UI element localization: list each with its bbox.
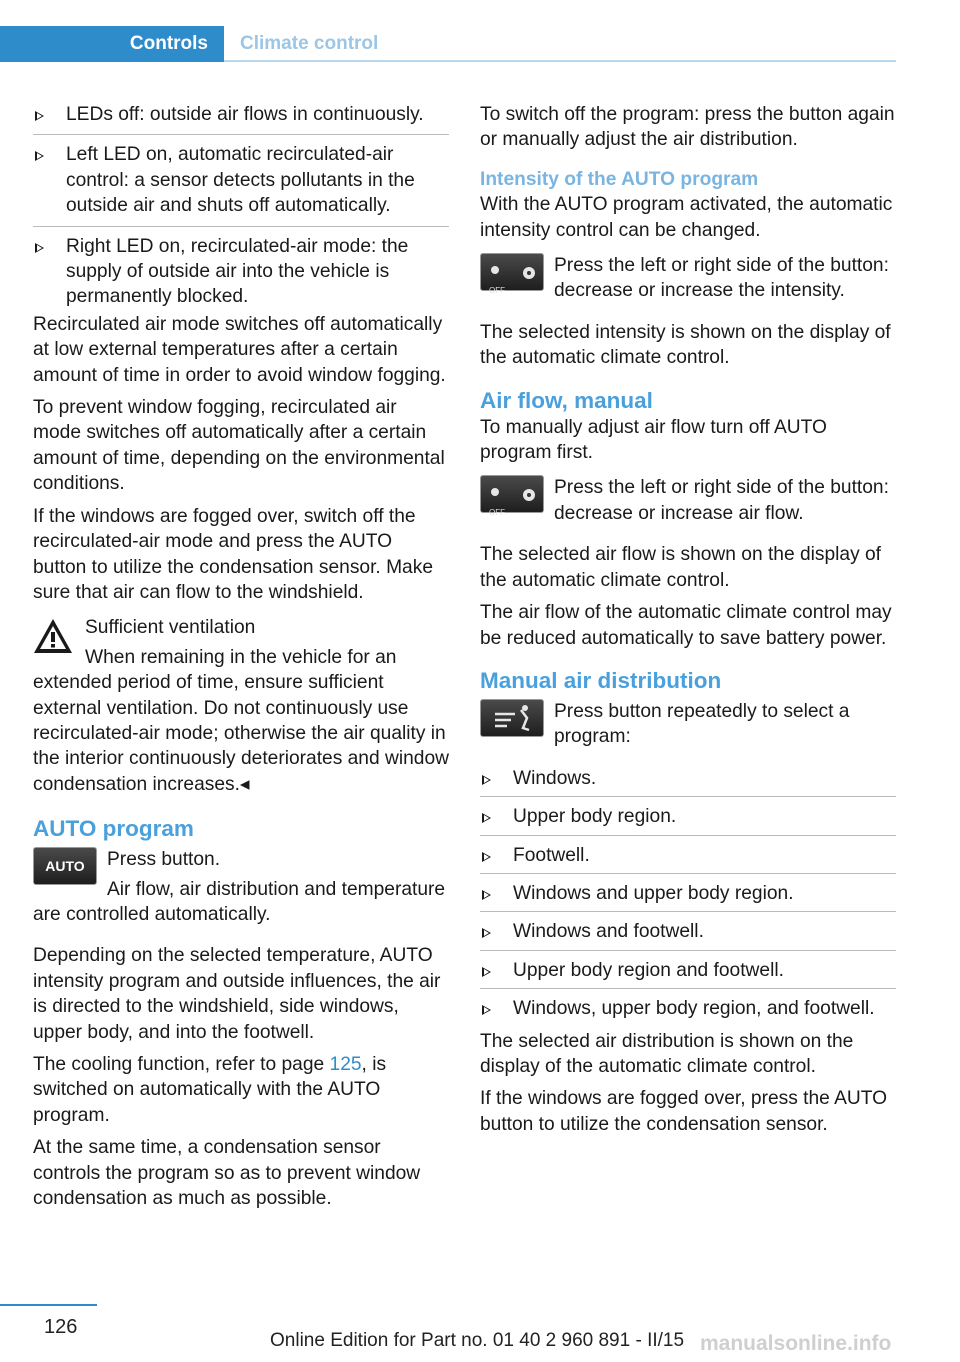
paragraph: To prevent window fogging, recirculated air mode switches off automatically after a certain amount of time, depending on the environmental conditions. <box>33 397 445 495</box>
distribution-block <box>480 699 896 750</box>
list-item: Windows, upper body region, and footwell. <box>480 996 896 1026</box>
warning-icon <box>33 617 73 655</box>
text-fragment: The cooling function, refer to page <box>33 1054 330 1075</box>
intensity-heading: Intensity of the AUTO program <box>480 168 759 190</box>
left-column <box>33 102 449 1218</box>
right-column <box>480 102 896 1144</box>
footer-rule <box>0 1304 97 1306</box>
page-number: 126 <box>44 1316 78 1338</box>
paragraph: The selected air distribution is shown on the display of the automatic climate control. <box>480 1030 854 1077</box>
paragraph: The air flow of the automatic climate control may be reduced automatically to save battery power. <box>480 602 892 649</box>
list-item: Right LED on, recirculated-air mode: the supply of outside air into the vehicle is permanently blocked. <box>33 234 449 310</box>
warning-block <box>33 615 449 797</box>
intensity-icon-text: Press the left or right side of the button: decrease or increase the intensity. <box>554 255 889 302</box>
list-item: Footwell. <box>480 843 896 874</box>
airflow-icon-text: Press the left or right side of the button: decrease or increase air flow. <box>554 477 889 524</box>
list-item: LEDs off: outside air flows in continuously. <box>33 102 449 135</box>
auto-block <box>33 847 449 927</box>
intensity-block <box>480 253 896 304</box>
list-item: Upper body region. <box>480 804 896 835</box>
led-bullet-list <box>33 102 449 310</box>
warning-text: When remaining in the vehicle for an extended period of time, ensure sufficient external ventilation. Do not continuously use recirculated-air mode; otherwise the air quality in the interior continuously deteriorates and window condensation increases.◂ <box>33 646 449 795</box>
page-header <box>0 26 896 62</box>
fan-rocker-button-image <box>480 475 544 518</box>
distribution-list <box>480 766 896 1027</box>
section-tab: Controls <box>0 26 224 62</box>
page-link[interactable]: 125 <box>329 1054 362 1075</box>
off-label: OFF <box>489 286 505 296</box>
distribution-heading: Manual air distribution <box>480 667 722 693</box>
paragraph: With the AUTO program activated, the automatic intensity control can be changed. <box>480 194 893 241</box>
header-rule <box>224 60 896 62</box>
list-item: Upper body region and footwell. <box>480 958 896 989</box>
auto-button-image: AUTO <box>33 847 97 885</box>
fan-rocker-button-image <box>480 253 544 296</box>
paragraph: The selected intensity is shown on the display of the automatic climate control. <box>480 321 891 369</box>
airflow-block <box>480 475 896 526</box>
list-item: Left LED on, automatic recirculated-air control: a sensor detects pollutants in the outside air and shuts off automatically. <box>33 142 449 226</box>
air-distribution-icon <box>481 700 545 738</box>
airflow-heading: Air flow, manual <box>480 387 653 413</box>
subsection-title: Climate control <box>240 33 379 54</box>
paragraph: At the same time, a condensation sensor controls the program so as to prevent window condensation as much as possible. <box>33 1137 421 1210</box>
auto-program-heading: AUTO program <box>33 816 194 842</box>
watermark: manualsonline.info <box>700 1332 892 1355</box>
paragraph: If the windows are fogged over, switch off the recirculated-air mode and press the AUTO button to utilize the condensation sensor. Make sure that air can flow to the windshield. <box>33 505 433 603</box>
paragraph: To manually adjust air flow turn off AUTO program first. <box>480 416 827 464</box>
warning-title: Sufficient ventilation <box>85 617 256 639</box>
auto-desc-text: Air flow, air distribution and temperature are controlled automatically. <box>33 878 446 925</box>
paragraph-cooling-ref <box>33 1052 449 1128</box>
paragraph: The selected air flow is shown on the display of the automatic climate control. <box>480 544 882 591</box>
list-item: Windows. <box>480 766 896 797</box>
edition-text: Online Edition for Part no. 01 40 2 960 891 - II/15 <box>270 1330 685 1351</box>
air-distribution-button-image <box>480 699 544 737</box>
paragraph: If the windows are fogged over, press the AUTO button to utilize the condensation sensor. <box>480 1088 888 1135</box>
paragraph: Recirculated air mode switches off automatically at low external temperatures after a certain amount of time in order to avoid window fogging. <box>33 313 446 386</box>
paragraph: Depending on the selected temperature, AUTO intensity program and outside influences, the air is directed to the windshield, side windows, upper body, and into the footwell. <box>33 945 441 1043</box>
text-fragment: , is switched on automatically with the AUTO program. <box>33 1054 387 1126</box>
list-item: Windows and footwell. <box>480 919 896 950</box>
paragraph: To switch off the program: press the button again or manually adjust the air distribution. <box>480 104 895 151</box>
distribution-icon-text: Press button repeatedly to select a program: <box>554 700 850 748</box>
list-item: Windows and upper body region. <box>480 881 896 912</box>
auto-press-text: Press button. <box>107 849 221 871</box>
off-label: OFF <box>489 508 505 518</box>
